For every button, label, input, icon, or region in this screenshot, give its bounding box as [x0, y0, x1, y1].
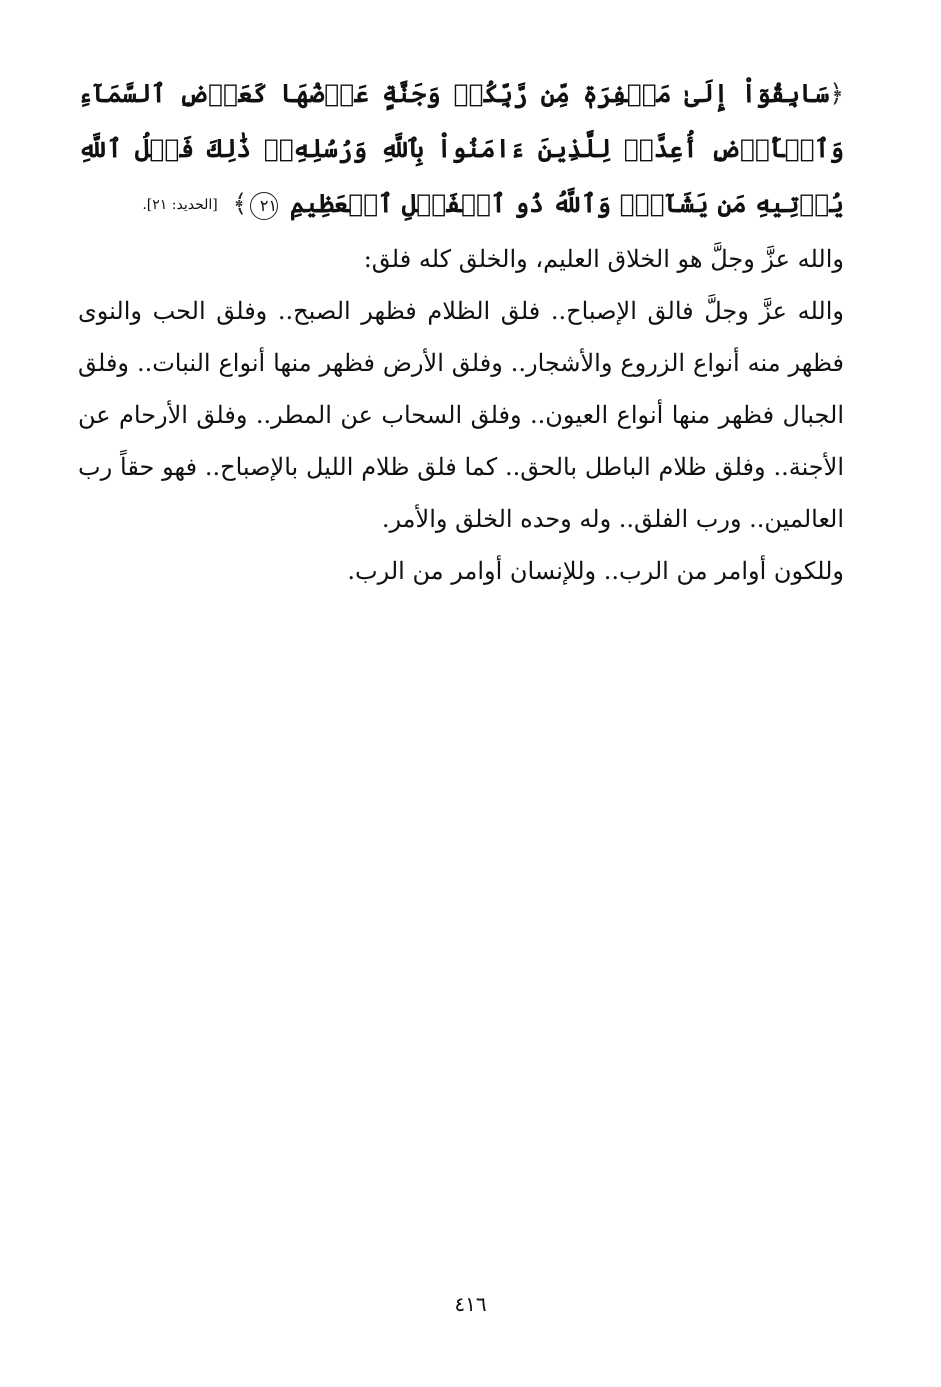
verse-open-bracket: ﴿ [829, 79, 844, 108]
page-number: ٤١٦ [454, 1292, 487, 1316]
verse-close-bracket: ﴾ [232, 189, 248, 218]
body-text [78, 66, 844, 597]
verse-text: سَابِقُوٓاْ إِلَىٰ مَغۡفِرَةٖ مِّن رَّبِّكُمۡ وَجَنَّةٍ عَرۡضُهَا كَعَرۡضِ ٱلسَّمَآءِ وَٱلۡأَرۡضِ أُعِدَّتۡ لِلَّذِينَ ءَامَنُواْ بِٱللَّهِ وَرُسُلِهِۦۚ ذَٰلِكَ فَضۡلُ ٱللَّهِ يُؤۡتِيهِ مَن يَشَآءُۚ وَٱللَّهُ ذُو ٱلۡفَضۡلِ ٱلۡعَظِيمِ [78, 79, 844, 218]
quran-verse [78, 66, 844, 233]
verse-reference: [الحديد: ٢١]. [142, 197, 218, 213]
paragraph: والله عزَّ وجلَّ فالق الإصباح.. فلق الظلام فظهر الصبح.. وفلق الحب والنوى فظهر منه أنواع الزروع والأشجار.. وفلق الأرض فظهر منها أنواع النبات.. وفلق الجبال فظهر منها أنواع العيون.. وفلق السحاب عن المطر.. وفلق الأرحام عن الأجنة.. وفلق ظلام الباطل بالحق.. كما فلق ظلام الليل بالإصباح.. فهو حقاً رب العالمين.. ورب الفلق.. وله وحده الخلق والأمر. [78, 297, 844, 533]
paragraph: والله عزَّ وجلَّ هو الخلاق العليم، والخلق كله فلق: [363, 245, 844, 273]
ayah-number: ٢١ [250, 192, 278, 220]
paragraph: وللكون أوامر من الرب.. وللإنسان أوامر من الرب. [347, 557, 844, 585]
